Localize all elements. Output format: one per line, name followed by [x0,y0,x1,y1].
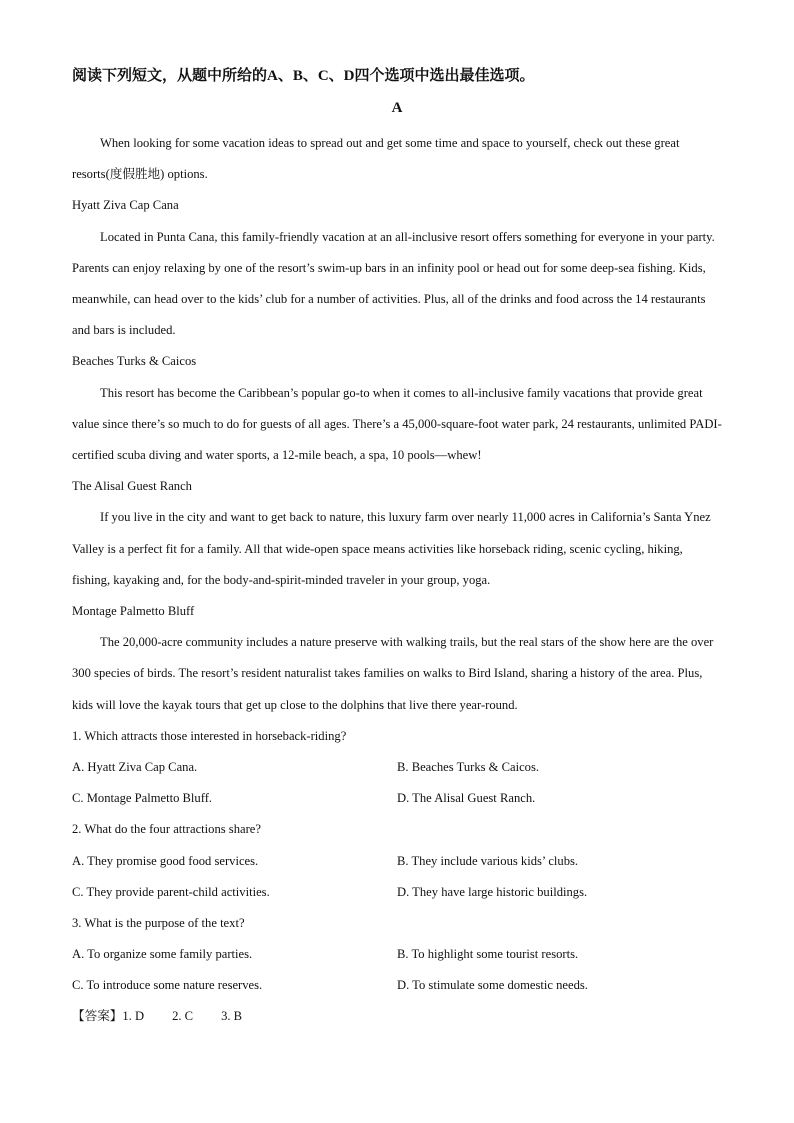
option-b: B. They include various kids’ clubs. [397,853,579,868]
answer-tag: 【答案】 [72,1009,123,1024]
resort-paragraph: If you live in the city and want to get back to nature, this luxury farm over nearly 11,000 acres in California’s Santa Ynez Valley is a perfect fit for a family. All that wide-open space means activities like horseback riding, scenic cycling, hiking, fishing, kayaking and, for the body-and-spirit-minded traveler in your group, yoga. [72,510,711,587]
question-stem: 3. What is the purpose of the text? [72,915,245,930]
resort-paragraph: Located in Punta Cana, this family-friendly vacation at an all-inclusive resort offers something for everyone in your party. Parents can enjoy relaxing by one of the resort’s swim-up bars in an infinity pool or head out for some deep-sea fishing. Kids, meanwhile, can head over to the kids’ club for a number of activities. Plus, all of the drinks and food across the 14 restaurants and bars is included. [72,229,715,338]
option-d: D. The Alisal Guest Ranch. [397,791,536,806]
option-a: A. To organize some family parties. [72,947,253,962]
answer-key [72,1001,722,1032]
section-title: A [391,100,403,116]
question-2 [72,814,722,908]
option-b: B. Beaches Turks & Caicos. [397,759,540,774]
option-d: D. They have large historic buildings. [397,884,588,899]
resort-heading: Montage Palmetto Bluff [72,604,195,618]
resort-paragraph: This resort has become the Caribbean’s popular go-to when it comes to all-inclusive family vacations that provide great value since there’s so much to do for guests of all ages. There’s a 45,000-square-foot water park, 24 restaurants, unlimited PADI-certified scuba diving and water sports, a 12-mile beach, a spa, 10 pools—whew! [72,385,722,462]
question-stem: 2. What do the four attractions share? [72,822,261,837]
question-stem: 1. Which attracts those interested in horseback-riding? [72,728,347,743]
option-c: C. They provide parent-child activities. [72,884,270,899]
document-page [72,64,722,1033]
option-b: B. To highlight some tourist resorts. [397,947,579,962]
intro-paragraph: When looking for some vacation ideas to spread out and get some time and space to yourself, check out these great resorts(度假胜地) options. [72,136,680,182]
resort-paragraph: The 20,000-acre community includes a nature preserve with walking trails, but the real stars of the show here are the over 300 species of birds. The resort’s resident naturalist takes families on walks to Bird Island, sharing a history of the area. Plus, kids will love the kayak tours that get up close to the dolphins that live there year-round. [72,635,714,712]
resort-heading: Beaches Turks & Caicos [72,354,197,369]
answer-item: 1. D [122,1009,145,1024]
option-c: C. Montage Palmetto Bluff. [72,791,213,806]
resort-heading: Hyatt Ziva Cap Cana [72,198,179,213]
question-1 [72,721,722,815]
question-3 [72,908,722,1002]
answer-item: 2. C [172,1009,194,1024]
option-a: A. Hyatt Ziva Cap Cana. [72,759,198,774]
instruction-text: 阅读下列短文，从题中所给的A、B、C、D四个选项中选出最佳选项。 [72,68,535,84]
option-a: A. They promise good food services. [72,853,259,868]
answer-item: 3. B [221,1009,243,1024]
resort-heading: The Alisal Guest Ranch [72,479,192,494]
option-c: C. To introduce some nature reserves. [72,978,263,993]
option-d: D. To stimulate some domestic needs. [397,978,588,993]
